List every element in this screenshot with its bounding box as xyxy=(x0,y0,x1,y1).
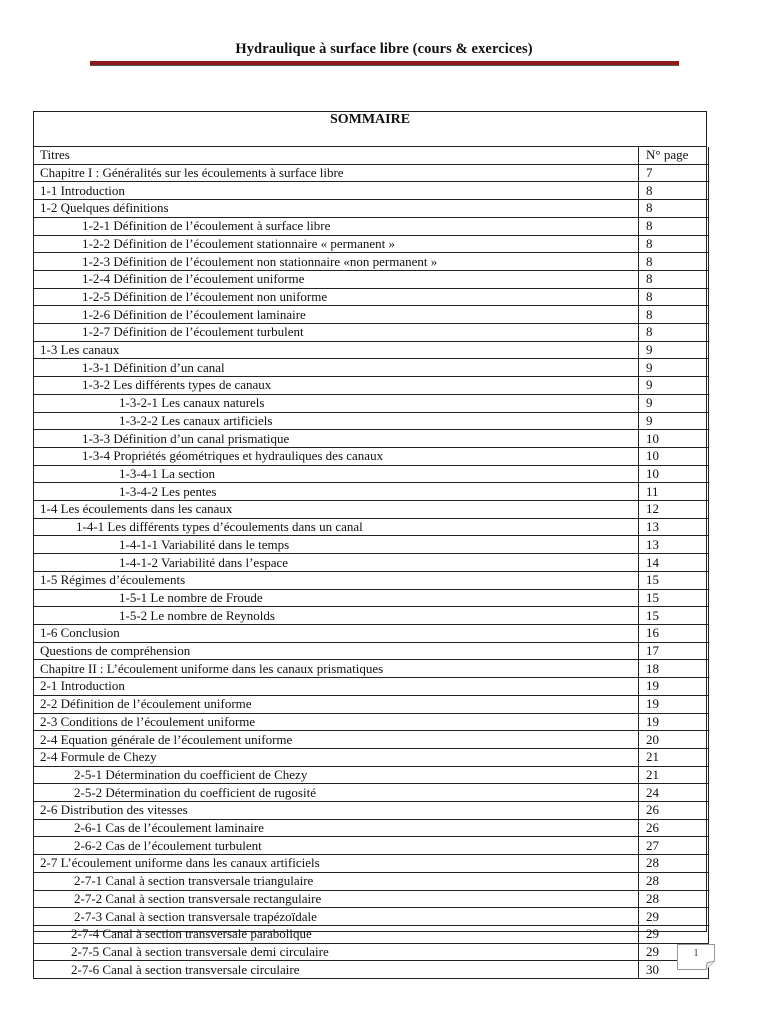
toc-entry-title: 2-7-3 Canal à section transversale trapézoïdale xyxy=(34,908,639,926)
toc-row xyxy=(34,253,709,271)
toc-entry-page: 8 xyxy=(639,217,709,235)
toc-entry-title: 2-7-5 Canal à section transversale demi circulaire xyxy=(34,943,639,961)
toc-entry-title: 1-5-1 Le nombre de Froude xyxy=(34,589,639,607)
toc-entry-title: Questions de compréhension xyxy=(34,642,639,660)
toc-entry-page: 8 xyxy=(639,200,709,218)
toc-row xyxy=(34,731,709,749)
toc-entry-title: 1-3-3 Définition d’un canal prismatique xyxy=(34,430,639,448)
toc-row xyxy=(34,678,709,696)
toc-row xyxy=(34,324,709,342)
toc-entry-title: 1-3-4 Propriétés géométriques et hydrauliques des canaux xyxy=(34,447,639,465)
toc-entry-page: 28 xyxy=(639,872,709,890)
toc-entry-title: 2-6-1 Cas de l’écoulement laminaire xyxy=(34,819,639,837)
header-rule xyxy=(90,61,679,66)
toc-entry-page: 14 xyxy=(639,554,709,572)
document-header-title: Hydraulique à surface libre (cours & exercices) xyxy=(235,41,533,57)
toc-entry-title: Chapitre I : Généralités sur les écoulements à surface libre xyxy=(34,164,639,182)
toc-column-title: Titres xyxy=(34,147,639,164)
toc-entry-page: 29 xyxy=(639,943,709,961)
toc-entry-page: 10 xyxy=(639,447,709,465)
toc-entry-title: 1-3-4-2 Les pentes xyxy=(34,483,639,501)
toc-row xyxy=(34,465,709,483)
toc-entry-title: 1-2-7 Définition de l’écoulement turbulent xyxy=(34,324,639,342)
toc-entry-page: 17 xyxy=(639,642,709,660)
toc-row xyxy=(34,164,709,182)
toc-column-page: N° page xyxy=(639,147,709,164)
toc-entry-page: 24 xyxy=(639,784,709,802)
toc-entry-page: 8 xyxy=(639,182,709,200)
toc-entry-page: 21 xyxy=(639,748,709,766)
toc-entry-page: 9 xyxy=(639,394,709,412)
toc-entry-page: 18 xyxy=(639,660,709,678)
toc-entry-title: 1-3-4-1 La section xyxy=(34,465,639,483)
toc-row xyxy=(34,235,709,253)
toc-row xyxy=(34,447,709,465)
toc-row xyxy=(34,802,709,820)
toc-entry-page: 19 xyxy=(639,695,709,713)
toc-entry-title: 1-4-1-2 Variabilité dans l’espace xyxy=(34,554,639,572)
toc-entry-title: 1-5-2 Le nombre de Reynolds xyxy=(34,607,639,625)
toc-entry-title: 1-2 Quelques définitions xyxy=(34,200,639,218)
toc-row xyxy=(34,748,709,766)
toc-entry-page: 8 xyxy=(639,324,709,342)
toc-entry-title: 1-4-1 Les différents types d’écoulements dans un canal xyxy=(34,518,639,536)
toc-entry-page: 19 xyxy=(639,678,709,696)
toc-entry-title: 1-5 Régimes d’écoulements xyxy=(34,571,639,589)
toc-row xyxy=(34,182,709,200)
toc-row xyxy=(34,200,709,218)
toc-row xyxy=(34,359,709,377)
toc-row xyxy=(34,217,709,235)
toc-entry-page: 11 xyxy=(639,483,709,501)
toc-row xyxy=(34,571,709,589)
toc-row xyxy=(34,607,709,625)
toc-entry-title: 2-6 Distribution des vitesses xyxy=(34,802,639,820)
toc-entry-title: 2-5-1 Détermination du coefficient de Chezy xyxy=(34,766,639,784)
toc-entry-page: 12 xyxy=(639,501,709,519)
toc-entry-title: 1-2-2 Définition de l’écoulement stationnaire « permanent » xyxy=(34,235,639,253)
toc-entry-title: 1-3-2-2 Les canaux artificiels xyxy=(34,412,639,430)
toc-entry-title: 1-2-1 Définition de l’écoulement à surface libre xyxy=(34,217,639,235)
toc-entry-page: 29 xyxy=(639,908,709,926)
toc-row xyxy=(34,925,709,943)
toc-entry-page: 16 xyxy=(639,624,709,642)
toc-row xyxy=(34,518,709,536)
toc-entry-title: 1-2-5 Définition de l’écoulement non uniforme xyxy=(34,288,639,306)
toc-entry-title: 1-2-3 Définition de l’écoulement non stationnaire «non permanent » xyxy=(34,253,639,271)
toc-entry-page: 10 xyxy=(639,430,709,448)
toc-entry-title: 1-3-2 Les différents types de canaux xyxy=(34,377,639,395)
toc-entry-page: 13 xyxy=(639,518,709,536)
toc-entry-page: 8 xyxy=(639,235,709,253)
toc-entry-title: 1-6 Conclusion xyxy=(34,624,639,642)
toc-entry-title: 1-4 Les écoulements dans les canaux xyxy=(34,501,639,519)
toc-entry-page: 15 xyxy=(639,589,709,607)
toc-entry-title: 2-3 Conditions de l’écoulement uniforme xyxy=(34,713,639,731)
toc-row xyxy=(34,872,709,890)
toc-row xyxy=(34,430,709,448)
toc-header-row xyxy=(34,147,709,164)
toc-row xyxy=(34,306,709,324)
toc-row xyxy=(34,695,709,713)
toc-row xyxy=(34,961,709,979)
toc-row xyxy=(34,394,709,412)
toc-entry-page: 8 xyxy=(639,306,709,324)
toc-row xyxy=(34,288,709,306)
toc-row xyxy=(34,642,709,660)
toc-row xyxy=(34,713,709,731)
toc-entry-title: 1-4-1-1 Variabilité dans le temps xyxy=(34,536,639,554)
toc-entry-title: 2-7-4 Canal à section transversale parabolique xyxy=(34,925,639,943)
toc-row xyxy=(34,412,709,430)
toc-entry-title: 2-7-6 Canal à section transversale circulaire xyxy=(34,961,639,979)
toc-entry-title: 2-2 Définition de l’écoulement uniforme xyxy=(34,695,639,713)
toc-row xyxy=(34,837,709,855)
toc-entry-title: 2-5-2 Détermination du coefficient de rugosité xyxy=(34,784,639,802)
toc-entry-page: 8 xyxy=(639,270,709,288)
toc-entry-title: 1-3-1 Définition d’un canal xyxy=(34,359,639,377)
toc-entry-page: 28 xyxy=(639,855,709,873)
toc-entry-page: 7 xyxy=(639,164,709,182)
toc-row xyxy=(34,819,709,837)
toc-entry-title: 2-4 Formule de Chezy xyxy=(34,748,639,766)
toc-entry-page: 15 xyxy=(639,607,709,625)
toc-row xyxy=(34,624,709,642)
toc-entry-page: 28 xyxy=(639,890,709,908)
toc-table xyxy=(33,147,709,979)
toc-entry-page: 19 xyxy=(639,713,709,731)
toc-row xyxy=(34,483,709,501)
toc-entry-title: 2-6-2 Cas de l’écoulement turbulent xyxy=(34,837,639,855)
toc-entry-title: 1-2-6 Définition de l’écoulement laminaire xyxy=(34,306,639,324)
toc-row xyxy=(34,554,709,572)
toc-entry-page: 8 xyxy=(639,288,709,306)
toc-entry-page: 20 xyxy=(639,731,709,749)
toc-entry-title: 2-7-2 Canal à section transversale rectangulaire xyxy=(34,890,639,908)
toc-entry-page: 9 xyxy=(639,359,709,377)
toc-row xyxy=(34,908,709,926)
toc-row xyxy=(34,784,709,802)
toc-row xyxy=(34,270,709,288)
toc-entry-page: 8 xyxy=(639,253,709,271)
toc-entry-title: Chapitre II : L’écoulement uniforme dans les canaux prismatiques xyxy=(34,660,639,678)
toc-heading: SOMMAIRE xyxy=(329,112,411,127)
toc-entry-page: 10 xyxy=(639,465,709,483)
toc-entry-title: 1-3 Les canaux xyxy=(34,341,639,359)
toc-entry-page: 30 xyxy=(639,961,709,979)
toc-entry-title: 2-1 Introduction xyxy=(34,678,639,696)
toc-entry-page: 9 xyxy=(639,341,709,359)
toc-entry-page: 13 xyxy=(639,536,709,554)
toc-entry-page: 21 xyxy=(639,766,709,784)
page-number: 1 xyxy=(693,948,699,959)
toc-entry-page: 26 xyxy=(639,802,709,820)
toc-entry-title: 2-7 L’écoulement uniforme dans les canaux artificiels xyxy=(34,855,639,873)
toc-entry-title: 2-7-1 Canal à section transversale triangulaire xyxy=(34,872,639,890)
toc-row xyxy=(34,501,709,519)
toc-entry-page: 15 xyxy=(639,571,709,589)
toc-entry-page: 26 xyxy=(639,819,709,837)
toc-row xyxy=(34,377,709,395)
toc-entry-page: 29 xyxy=(639,925,709,943)
toc-entry-title: 1-3-2-1 Les canaux naturels xyxy=(34,394,639,412)
toc-row xyxy=(34,890,709,908)
toc-row xyxy=(34,943,709,961)
toc-entry-page: 9 xyxy=(639,377,709,395)
toc-row xyxy=(34,589,709,607)
toc-row xyxy=(34,766,709,784)
toc-entry-title: 2-4 Equation générale de l’écoulement uniforme xyxy=(34,731,639,749)
toc-entry-title: 1-1 Introduction xyxy=(34,182,639,200)
toc-entry-page: 27 xyxy=(639,837,709,855)
toc-row xyxy=(34,341,709,359)
toc-row xyxy=(34,855,709,873)
toc-entry-page: 9 xyxy=(639,412,709,430)
toc-row xyxy=(34,660,709,678)
toc-row xyxy=(34,536,709,554)
toc-entry-title: 1-2-4 Définition de l’écoulement uniforme xyxy=(34,270,639,288)
